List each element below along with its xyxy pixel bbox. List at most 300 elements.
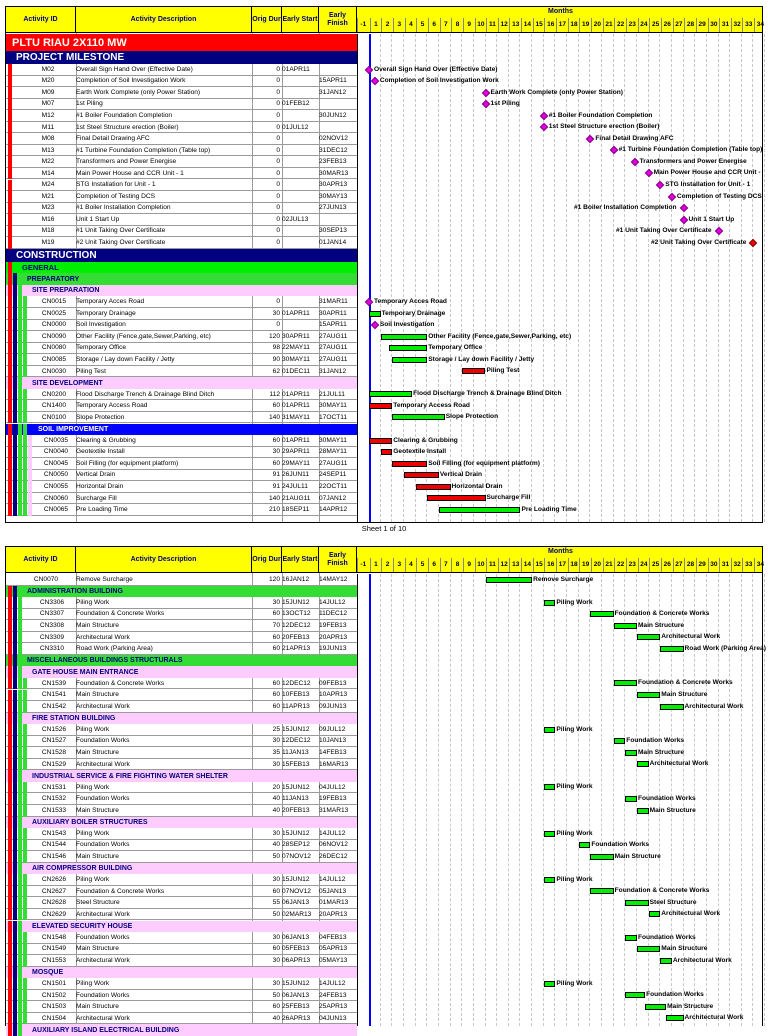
- table-row[interactable]: [6, 180, 357, 192]
- milestone-label: Completion of Testing DCS: [676, 192, 762, 200]
- activity-bar[interactable]: [544, 877, 556, 883]
- table-row[interactable]: [6, 168, 357, 180]
- section-header[interactable]: [6, 655, 357, 667]
- outline-stripe: [13, 840, 17, 852]
- table-row[interactable]: [6, 632, 357, 644]
- table-row[interactable]: [6, 156, 357, 168]
- table-row[interactable]: [6, 874, 357, 886]
- activity-bar[interactable]: [579, 842, 591, 848]
- activity-bar[interactable]: [637, 808, 649, 814]
- milestone-label: 1st Steel Structure erection (Boiler): [548, 123, 660, 131]
- section-header[interactable]: [6, 921, 357, 933]
- outline-stripe: [8, 759, 12, 771]
- outline-stripe: [28, 493, 32, 505]
- section-header[interactable]: [6, 377, 357, 389]
- section-header[interactable]: [6, 34, 357, 51]
- table-row[interactable]: [6, 435, 357, 447]
- activity-bar[interactable]: [660, 646, 683, 652]
- activity-bar[interactable]: [590, 611, 613, 617]
- table-row[interactable]: [6, 110, 357, 122]
- month-gridline: [438, 574, 439, 1026]
- outline-stripe: [18, 805, 22, 817]
- table-row[interactable]: [6, 320, 357, 332]
- activity-bar[interactable]: [544, 600, 556, 606]
- activity-id: CN1529: [41, 760, 67, 768]
- activity-bar[interactable]: [637, 692, 660, 698]
- activity-bar[interactable]: [369, 403, 392, 409]
- table-row[interactable]: [6, 805, 357, 817]
- table-row[interactable]: [6, 296, 357, 308]
- activity-bar[interactable]: [637, 634, 660, 640]
- outline-stripe: [23, 320, 27, 332]
- outline-stripe: [8, 678, 12, 690]
- outline-stripe: [23, 724, 27, 736]
- activity-description: Main Power House and CCR Unit - 1: [76, 169, 184, 177]
- month-gridline: [694, 34, 695, 522]
- table-row[interactable]: [6, 191, 357, 203]
- col-activity-id[interactable]: Activity ID: [6, 7, 76, 33]
- month-gridline: [589, 574, 590, 1026]
- section-header[interactable]: [6, 285, 357, 297]
- month-cell: 8: [451, 558, 463, 572]
- table-row[interactable]: [6, 76, 357, 88]
- outline-stripe: [13, 273, 17, 285]
- table-row[interactable]: [6, 909, 357, 921]
- activity-bar[interactable]: [614, 680, 637, 686]
- bar-label: Pre Loading Time: [521, 505, 577, 513]
- table-row[interactable]: [6, 828, 357, 840]
- table-row[interactable]: [6, 944, 357, 956]
- section-header[interactable]: [6, 863, 357, 875]
- outline-stripe: [8, 214, 12, 226]
- activity-bar[interactable]: [427, 495, 485, 501]
- table-row[interactable]: [6, 458, 357, 470]
- activity-bar[interactable]: [637, 946, 660, 952]
- table-row[interactable]: [6, 736, 357, 748]
- orig-duration: 30: [272, 760, 280, 768]
- activity-bar[interactable]: [625, 750, 637, 756]
- table-row[interactable]: [6, 447, 357, 459]
- section-header[interactable]: [6, 249, 357, 262]
- month-cell: 23: [626, 558, 638, 572]
- table-row[interactable]: [6, 470, 357, 482]
- table-row[interactable]: [6, 87, 357, 99]
- early-start: 11JAN13: [282, 749, 309, 757]
- activity-bar[interactable]: [625, 900, 648, 906]
- table-row[interactable]: [6, 597, 357, 609]
- activity-bar[interactable]: [544, 831, 556, 837]
- month-cell: 15: [533, 18, 545, 32]
- table-row[interactable]: [6, 203, 357, 215]
- outline-stripe: [23, 759, 27, 771]
- month-gridline: [543, 34, 544, 522]
- activity-bar[interactable]: [392, 357, 427, 363]
- outline-stripe: [13, 389, 17, 401]
- orig-duration: 210: [268, 506, 280, 514]
- outline-stripe: [8, 331, 12, 343]
- section-header[interactable]: [6, 51, 357, 64]
- early-finish: 05APR13: [319, 945, 348, 953]
- activity-id: CN1539: [41, 679, 67, 687]
- outline-stripe: [18, 944, 22, 956]
- table-row[interactable]: [6, 609, 357, 621]
- outline-stripe: [18, 886, 22, 898]
- table-row[interactable]: [6, 782, 357, 794]
- orig-duration: 60: [272, 1003, 280, 1011]
- table-row[interactable]: [6, 214, 357, 226]
- table-row[interactable]: [6, 308, 357, 320]
- section-header[interactable]: [6, 273, 357, 285]
- activity-description: Vertical Drain: [76, 471, 116, 479]
- activity-description: Surcharge Fill: [76, 494, 117, 502]
- orig-duration: 60: [272, 610, 280, 618]
- bar-label: Slope Protection: [445, 413, 499, 421]
- col-activity-description[interactable]: Activity Description: [76, 547, 252, 573]
- section-header[interactable]: [6, 817, 357, 829]
- month-cell: 28: [684, 558, 696, 572]
- outline-stripe: [8, 470, 12, 482]
- month-cell: 20: [591, 18, 603, 32]
- activity-bar[interactable]: [625, 796, 637, 802]
- activity-bar[interactable]: [590, 888, 613, 894]
- month-cell: 24: [638, 558, 650, 572]
- outline-stripe: [18, 782, 22, 794]
- activity-bar[interactable]: [645, 1004, 666, 1010]
- month-cell: 27: [673, 558, 685, 572]
- table-row[interactable]: [6, 226, 357, 238]
- outline-stripe: [28, 435, 32, 447]
- table-row[interactable]: [6, 793, 357, 805]
- early-finish: 15APR11: [319, 321, 347, 329]
- table-row[interactable]: [6, 643, 357, 655]
- section-header[interactable]: [6, 770, 357, 782]
- early-finish: 14JUL12: [319, 829, 346, 837]
- outline-stripe: [8, 620, 12, 632]
- activity-bar[interactable]: [660, 704, 683, 710]
- activity-description: Temporary Drainage: [76, 309, 136, 317]
- outline-stripe: [18, 1001, 22, 1013]
- table-row[interactable]: [6, 122, 357, 134]
- activity-description: Completion of Testing DCS: [76, 192, 156, 200]
- activity-bar[interactable]: [625, 935, 637, 941]
- table-row[interactable]: [6, 678, 357, 690]
- table-row[interactable]: [6, 412, 357, 424]
- table-row[interactable]: [6, 701, 357, 713]
- table-row[interactable]: [6, 237, 357, 249]
- activity-description: #1 Unit Taking Over Certificate: [76, 227, 166, 235]
- bar-label: Piling Work: [556, 829, 593, 837]
- table-row[interactable]: [6, 145, 357, 157]
- orig-duration: 70: [272, 621, 280, 629]
- outline-stripe: [23, 944, 27, 956]
- table-row[interactable]: [6, 574, 357, 586]
- outline-stripe: [18, 1013, 22, 1025]
- activity-bar[interactable]: [389, 345, 427, 351]
- section-label: SITE PREPARATION: [32, 287, 100, 295]
- outline-stripe: [23, 747, 27, 759]
- bar-label: Piling Work: [556, 725, 593, 733]
- bar-label: Steel Structure: [649, 898, 697, 906]
- activity-bar[interactable]: [439, 507, 521, 513]
- table-row[interactable]: [6, 481, 357, 493]
- activity-bar[interactable]: [381, 334, 428, 340]
- milestone-label: Completion of Soil Investigation Work: [379, 77, 499, 85]
- early-start: 21APR13: [282, 645, 311, 653]
- month-cell: 2: [381, 558, 393, 572]
- outline-stripe: [18, 897, 22, 909]
- outline-stripe: [8, 412, 12, 424]
- section-header[interactable]: [6, 666, 357, 678]
- orig-duration: 30: [272, 876, 280, 884]
- month-cell: 17: [556, 18, 568, 32]
- activity-bar[interactable]: [381, 449, 393, 455]
- early-start: 15JUN12: [282, 598, 310, 606]
- table-row[interactable]: [6, 99, 357, 111]
- outline-stripe: [23, 897, 27, 909]
- table-row[interactable]: [6, 932, 357, 944]
- month-cell: 34: [754, 558, 766, 572]
- table-row[interactable]: [6, 389, 357, 401]
- outline-stripe: [8, 863, 12, 875]
- table-row[interactable]: [6, 955, 357, 967]
- activity-bar[interactable]: [369, 438, 392, 444]
- outline-stripe: [13, 493, 17, 505]
- outline-stripe: [23, 296, 27, 308]
- activity-description: Horizontal Drain: [76, 483, 124, 491]
- outline-stripe: [8, 296, 12, 308]
- outline-stripe: [23, 955, 27, 967]
- orig-duration: 0: [276, 123, 280, 131]
- activity-bar[interactable]: [614, 738, 626, 744]
- activity-bar[interactable]: [544, 784, 556, 790]
- outline-stripe: [13, 447, 17, 459]
- col-early-finish[interactable]: Early Finish: [319, 7, 357, 33]
- table-row[interactable]: [6, 724, 357, 736]
- activity-bar[interactable]: [614, 623, 637, 629]
- outline-stripe: [13, 458, 17, 470]
- activity-bar[interactable]: [369, 391, 412, 397]
- orig-duration: 0: [276, 204, 280, 212]
- outline-stripe: [13, 1013, 17, 1025]
- activity-bar[interactable]: [590, 854, 613, 860]
- month-cell: 3: [393, 18, 405, 32]
- month-cell: 19: [579, 558, 591, 572]
- early-finish: 25APR13: [319, 1003, 348, 1011]
- early-finish: 30SEP13: [319, 227, 347, 235]
- early-start: 15JUN12: [282, 980, 310, 988]
- orig-duration: 60: [272, 402, 280, 410]
- orig-duration: 30: [272, 956, 280, 964]
- activity-bar[interactable]: [625, 992, 645, 998]
- activity-id: CN3310: [39, 645, 65, 653]
- col-early-start[interactable]: Early Start: [282, 547, 319, 573]
- month-cell: 4: [405, 558, 417, 572]
- section-header[interactable]: [6, 1024, 357, 1036]
- table-row[interactable]: [6, 759, 357, 771]
- outline-stripe: [18, 955, 22, 967]
- activity-id: CN0015: [41, 298, 67, 306]
- month-cell: 19: [579, 18, 591, 32]
- month-cell: 18: [568, 18, 580, 32]
- table-row[interactable]: [6, 897, 357, 909]
- section-label: MOSQUE: [32, 968, 64, 976]
- outline-stripe: [23, 308, 27, 320]
- activity-description: Temporary Access Road: [76, 402, 148, 410]
- col-early-start[interactable]: Early Start: [282, 7, 319, 33]
- activity-id: CN0050: [43, 471, 69, 479]
- early-finish: 04JUL12: [319, 783, 346, 791]
- table-row[interactable]: [6, 400, 357, 412]
- orig-duration: 0: [276, 135, 280, 143]
- month-gridline: [473, 34, 474, 522]
- bar-label: Piling Test: [486, 367, 520, 375]
- table-row[interactable]: [6, 1001, 357, 1013]
- table-row[interactable]: [6, 64, 357, 76]
- month-cell: -1: [357, 18, 369, 32]
- activity-id: CN0070: [33, 575, 59, 583]
- outline-stripe: [23, 1013, 27, 1025]
- month-gridline: [496, 574, 497, 1026]
- activity-bar[interactable]: [660, 958, 672, 964]
- table-row[interactable]: [6, 1013, 357, 1025]
- outline-stripe: [23, 1001, 27, 1013]
- activity-id: M20: [41, 77, 55, 85]
- month-gridline: [752, 34, 753, 522]
- table-row[interactable]: [6, 620, 357, 632]
- orig-duration: 0: [276, 88, 280, 96]
- section-header[interactable]: [6, 586, 357, 598]
- month-gridline: [636, 34, 637, 522]
- activity-id: M21: [41, 192, 55, 200]
- table-row[interactable]: [6, 133, 357, 145]
- col-orig-dur[interactable]: Orig Dur: [252, 547, 282, 573]
- table-row[interactable]: [6, 886, 357, 898]
- col-activity-description[interactable]: Activity Description: [76, 7, 252, 33]
- outline-stripe: [18, 481, 22, 493]
- bar-label: Storage / Lay down Facility / Jetty: [428, 355, 535, 363]
- activity-bar[interactable]: [392, 461, 427, 467]
- bar-label: Soil Filling (for equipment platform): [428, 459, 540, 467]
- bar-label: Foundation Works: [591, 841, 650, 849]
- table-row[interactable]: [6, 747, 357, 759]
- activity-bar[interactable]: [666, 1015, 683, 1021]
- activity-bar[interactable]: [544, 727, 556, 733]
- activity-bar[interactable]: [649, 911, 661, 917]
- outline-stripe: [8, 782, 12, 794]
- table-row[interactable]: [6, 366, 357, 378]
- activity-bar[interactable]: [392, 414, 444, 420]
- col-early-finish[interactable]: Early Finish: [319, 547, 357, 573]
- table-row[interactable]: [6, 840, 357, 852]
- orig-duration: 35: [272, 749, 280, 757]
- activity-description: STG Installation for Unit - 1: [76, 181, 156, 189]
- outline-stripe: [18, 978, 22, 990]
- month-gridline: [391, 574, 392, 1026]
- month-gridline: [485, 574, 486, 1026]
- orig-duration: 30: [272, 933, 280, 941]
- table-row[interactable]: [6, 331, 357, 343]
- section-header[interactable]: [6, 967, 357, 979]
- early-start: 16JAN12: [282, 575, 310, 583]
- table-row[interactable]: [6, 990, 357, 1002]
- activity-description: Piling Work: [76, 829, 110, 837]
- col-orig-dur[interactable]: Orig Dur: [252, 7, 282, 33]
- orig-duration: 60: [272, 945, 280, 953]
- activity-bar[interactable]: [404, 472, 439, 478]
- activity-bar[interactable]: [486, 577, 533, 583]
- month-cell: 7: [440, 558, 452, 572]
- month-cell: 29: [696, 558, 708, 572]
- outline-stripe: [8, 1001, 12, 1013]
- outline-stripe: [8, 366, 12, 378]
- activity-id: CN0025: [41, 309, 67, 317]
- outline-stripe: [8, 909, 12, 921]
- bar-label: Piling Work: [556, 875, 593, 883]
- activity-description: Completion of Soil Investigation Work: [76, 77, 186, 85]
- outline-stripe: [8, 655, 12, 667]
- section-header[interactable]: [6, 424, 357, 436]
- orig-duration: 0: [276, 181, 280, 189]
- month-cell: 14: [521, 18, 533, 32]
- early-finish: 14MAY12: [319, 575, 348, 583]
- activity-bar[interactable]: [462, 368, 485, 374]
- activity-bar[interactable]: [369, 311, 381, 317]
- early-start: 12DEC12: [282, 679, 311, 687]
- activity-description: #2 Unit Taking Over Certificate: [76, 239, 166, 247]
- early-finish: 05JAN13: [319, 887, 347, 895]
- table-row[interactable]: [6, 851, 357, 863]
- activity-bar[interactable]: [544, 981, 556, 987]
- section-header[interactable]: [6, 262, 357, 274]
- table-row[interactable]: [6, 978, 357, 990]
- month-gridline: [531, 574, 532, 1026]
- early-finish: 30APR13: [319, 181, 348, 189]
- table-row[interactable]: [6, 690, 357, 702]
- col-activity-id[interactable]: Activity ID: [6, 547, 76, 573]
- activity-bar[interactable]: [637, 761, 649, 767]
- month-cell: 16: [544, 558, 556, 572]
- early-finish: 20APR13: [319, 633, 348, 641]
- bar-label: Clearing & Grubbing: [393, 436, 458, 444]
- outline-stripe: [8, 308, 12, 320]
- outline-stripe: [13, 331, 17, 343]
- data-date-line: [369, 34, 371, 522]
- early-start: 15FEB13: [282, 760, 310, 768]
- table-row[interactable]: [6, 354, 357, 366]
- orig-duration: 120: [268, 332, 280, 340]
- section-header[interactable]: [6, 713, 357, 725]
- outline-stripe: [8, 840, 12, 852]
- outline-stripe: [23, 400, 27, 412]
- orig-duration: 40: [272, 841, 280, 849]
- activity-description: Final Detail Drawing AFC: [76, 135, 150, 143]
- outline-stripe: [23, 331, 27, 343]
- outline-stripe: [18, 678, 22, 690]
- month-cell: 1: [370, 18, 382, 32]
- early-finish: 05MAY13: [319, 956, 348, 964]
- outline-stripe: [13, 759, 17, 771]
- early-start: 12DEC12: [282, 737, 311, 745]
- activity-description: Foundation Works: [76, 991, 130, 999]
- table-row[interactable]: [6, 504, 357, 516]
- outline-stripe: [13, 921, 17, 933]
- month-gridline: [543, 574, 544, 1026]
- table-row[interactable]: [6, 343, 357, 355]
- early-finish: 19JUN13: [319, 645, 347, 653]
- early-start: 12DEC12: [282, 621, 311, 629]
- activity-bar[interactable]: [416, 484, 451, 490]
- table-row[interactable]: [6, 493, 357, 505]
